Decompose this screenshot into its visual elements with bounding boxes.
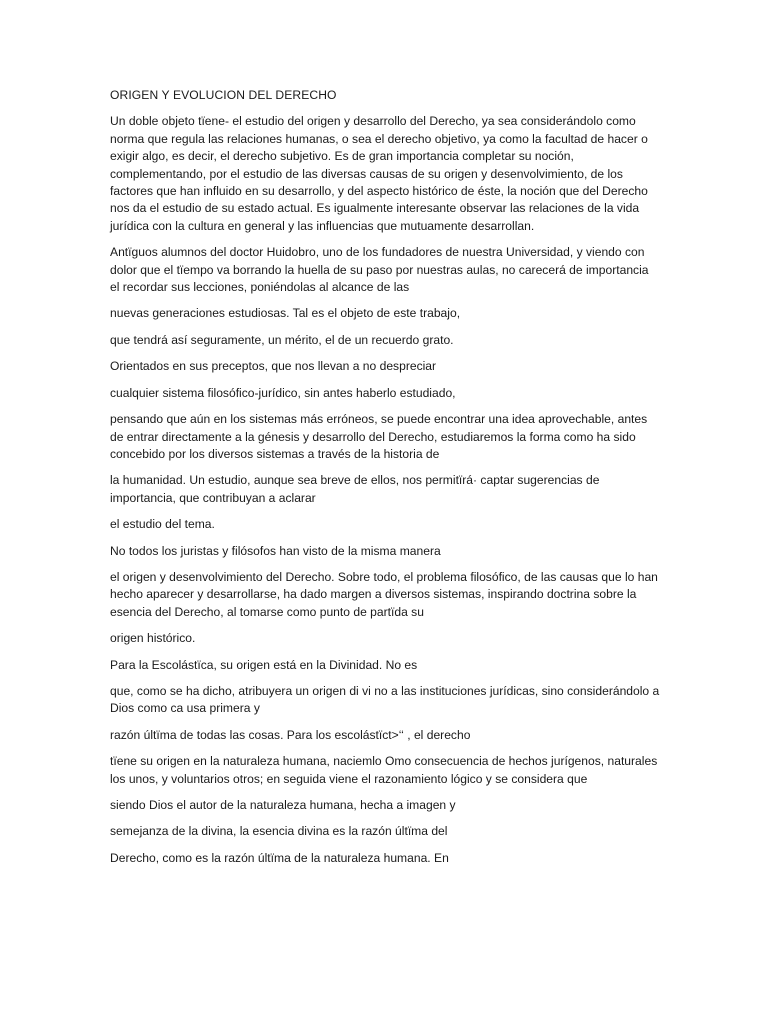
paragraph-13: Para la Escolástïca, su origen está en la Divinidad. No es [110,657,418,672]
paragraph-7: pensando que aún en los sistemas más erróneos, se puede encontrar una idea aprovechable, antes de entrar directamente a la génesis y desarrollo del Derecho, estudiaremos la forma como ha sido concebido por los diversos sistemas a través de la historia de [110,412,648,461]
paragraph-16: tïene su origen en la naturaleza humana, naciemlo Omo consecuencia de hechos jurígenos, naturales los unos, y voluntarios otros; en seguida viene el razonamiento lógico y se considera que [110,754,658,786]
paragraph-17: siendo Dios el autor de la naturaleza humana, hecha a imagen y [110,798,456,812]
paragraph-10: No todos los juristas y filósofos han visto de la misma manera [110,543,441,558]
paragraph-1: Un doble objeto tïene- el estudio del origen y desarrollo del Derecho, ya sea considerándolo como norma que regula las relaciones humanas, o sea el derecho objetivo, ya como la facultad de hacer o exigir algo, es decir, el derecho subjetivo. Es de gran importancia completar su noción, complementando, por el estudio de las diversas causas de su origen y desenvolvimiento, de los factores que han influido en su desarrollo, y del aspecto histórico de éste, la noción que del Derecho nos da el estudio de su estado actual. Es igualmente interesante observar las relaciones de la vida jurídica con la cultura en general y las influencias que mutuamente desarrollan. [110,114,648,233]
paragraph-3: nuevas generaciones estudiosas. Tal es el objeto de este trabajo, [110,306,461,321]
paragraph-6: cualquier sistema filosófico-jurídico, sin antes haberlo estudiado, [110,385,456,400]
document-page [110,87,660,876]
paragraph-5: Orientados en sus preceptos, que nos llevan a no despreciar [110,359,437,374]
paragraph-19: Derecho, como es la razón últïma de la naturaleza humana. En [110,850,449,865]
paragraph-11: el origen y desenvolvimiento del Derecho. Sobre todo, el problema filosófico, de las causas que lo han hecho aparecer y desarrollarse, ha dado margen a diversos sistemas, inspirando doctrina sobre la esencia del Derecho, al tomarse como punto de partïda su [110,569,658,619]
paragraph-14: que, como se ha dicho, atribuyera un origen di vi no a las instituciones jurídicas, sino considerándolo a Dios como ca usa primera y [110,683,660,716]
paragraph-9: el estudio del tema. [110,517,215,532]
paragraph-15: razón últïma de todas las cosas. Para los escolástïct>‘‘ , el derecho [110,727,471,742]
paragraph-4: que tendrá así seguramente, un mérito, el de un recuerdo grato. [110,332,454,347]
paragraph-18: semejanza de la divina, la esencia divina es la razón últïma del [110,824,448,839]
document-title: ORIGEN Y EVOLUCION DEL DERECHO [110,88,337,102]
paragraph-2: Antïguos alumnos del doctor Huidobro, uno de los fundadores de nuestra Universidad, y viendo con dolor que el tïempo va borrando la huella de su paso por nuestras aulas, no carecerá de importancia el recordar sus lecciones, poniéndolas al alcance de las [110,245,649,295]
paragraph-8: la humanidad. Un estudio, aunque sea breve de ellos, nos permitïrá· captar sugerencias de importancia, que contribuyan a aclarar [110,473,600,505]
paragraph-12: origen histórico. [110,631,196,646]
